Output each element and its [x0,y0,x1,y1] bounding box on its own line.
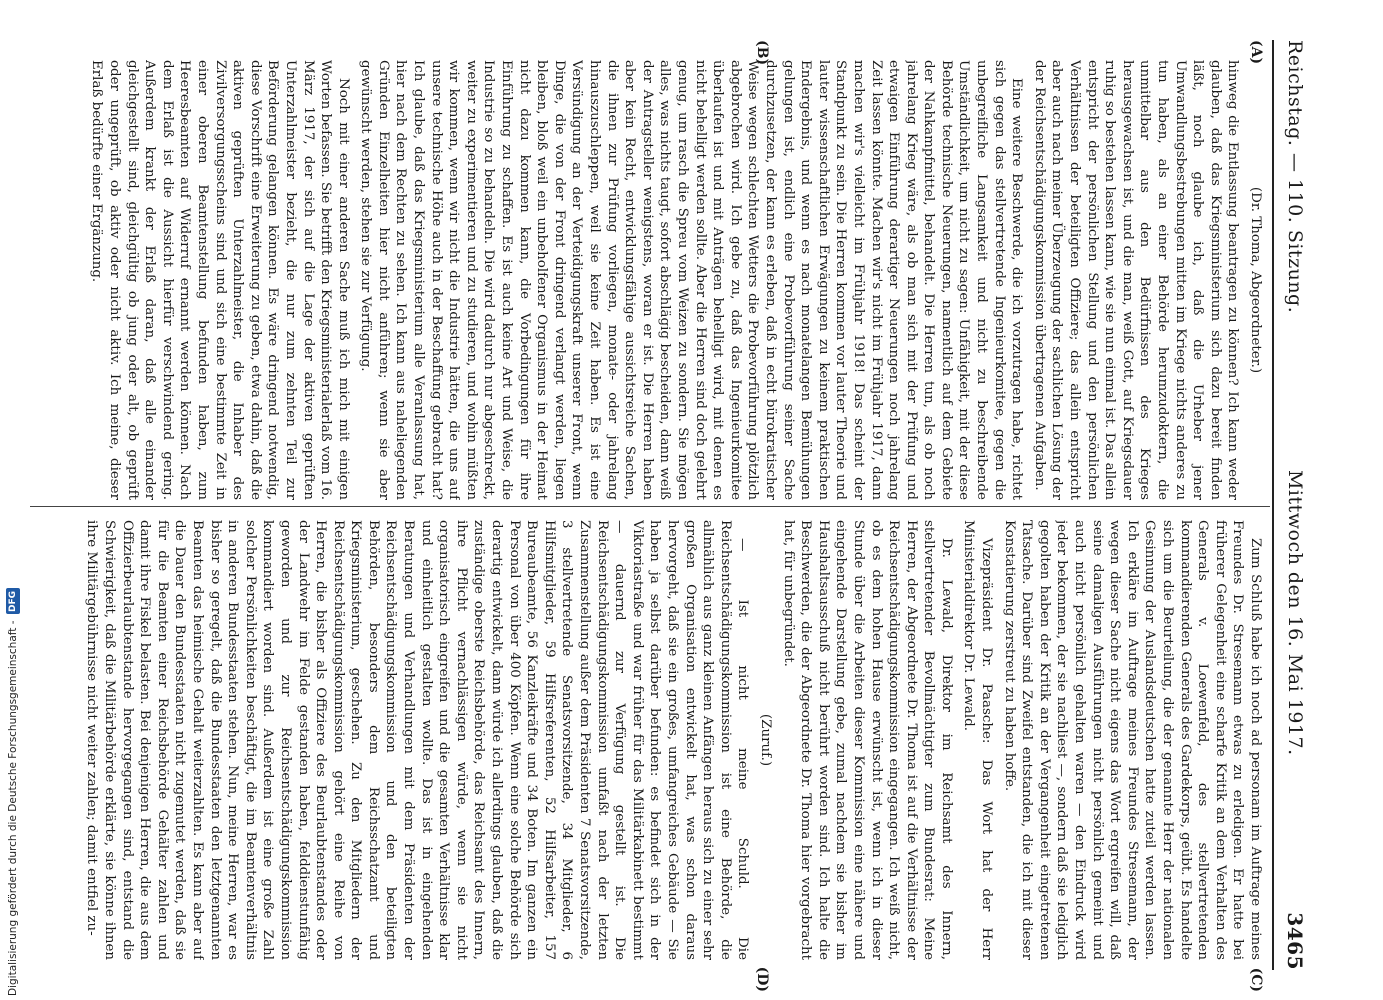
margin-mark-c: (C) [1248,967,1264,992]
right-paragraph: Vizepräsident Dr. Paasche: Das Wort hat der Herr Ministerialdirektor Dr. Lewald. [961,520,995,960]
left-paragraph: Eine weitere Beschwerde, die ich vorzutragen habe, richtet sich gegen das stellvertretende Ingenieurkomitee, gegen die unbegreifliche Langsamkeit und nicht zu beschreibende Umständlichkeit, um nicht zu sagen: Unfähigkeit, mit der diese Behörde technische Neuerungen, namentlich auf dem Gebiete der Nahkampfmittel, behandelt. Die Herren tun, als ob noch jahrelang Krieg wäre, als ob man sich mit der Prüfung und etwaigen Einführung derartiger Neuerungen noch jahrelang Zeit lassen könnte. Machen wir's nicht im Frühjahr 1917, dann machen wir's vielleicht im Frühjahr 1918! Das scheint der Standpunkt zu sein. Die Herren kommen vor lauter Theorie und lauter wissenschaftlichen Erwägungen zu keinem praktischen Endergebnis, und wenn es nach monatelangen Bemühungen gelungen ist, endlich eine Probevorführung seiner Sache durchzusetzen, der kann es erleben, daß in echt bürokratischer Weise wegen schlechten Wetters die Probevorführung plötzlich abgebrochen wird. Ich gebe zu, daß das Ingenieurkomitee überlaufen ist und mit Anträgen behelligt wird, mit denen es nicht behelligt werden sollte. Aber die Herren sind doch gelehrt genug, um rasch die Spreu vom Weizen zu sondern. Sie mögen alles, was nichts taugt, sofort abschlägig bescheiden, dann weiß der Antragsteller wenigstens, woran er ist. Die Herren haben aber kein Recht, entwicklungsfähige aussichtsreiche Sachen, die ihnen zur Prüfung vorliegen, monate- oder jahrelang hinauszuschleppen, weil sie keine Zeit haben. Es ist eine Versündigung an der Verteidigungskraft unserer Front, wenn Dinge, die von der Front dringend verlangt werden, liegen bleiben, bloß weil ein unbeholfener Organismus in der Heimat nicht dazu kommen kann, die Vorbedingungen für ihre Einführung zu schaffen. Es ist auch keine Art und Weise, die Industrie so zu behandeln. Die wird dadurch nur abgeschreckt, weiter zu experimentieren und zu studieren, und wohin müßten wir kommen, wenn wir nicht die Industrie hätten, die uns auf unsere technische Höhe auch in der Beschaffung gebracht hat? Ich glaube, daß das Kriegsministerium alle Veranlassung hat, hier nach dem Rechten zu sehen. Ich kann aus naheliegenden Gründen Einzelheiten hier nicht anführen; wenn sie aber gewünscht werden, stehen sie zur Verfügung. [358,60,1025,500]
margin-mark-d: (D) [754,966,770,992]
page-number: 3465 [1283,912,1307,970]
right-paragraph: Zum Schluß habe ich noch ad personam im Auftrage meines Freundes Dr. Stresemann etwas zu erledigen. Er hatte bei früherer Gelegenheit eine scharfe Kritik an dem Verhalten des Generals v. Loewenfeld, des stellvertretenden kommandierenden Generals des Gardekorps, geübt. Es handelte sich um die Beurteilung, die der genannte Herr der nationalen Gesinnung der Auslandsdeutschen hatte zuteil werden lassen. Ich erkläre im Auftrage meines Freundes Stresemann, der wegen dieser Sache nicht eigens das Wort ergreifen will, daß seine damaligen Ausführungen nicht persönlich gemeint und auch nicht persönlich gehalten waren — den Eindruck wird jeder bekommen, der sie nachliest —, sondern daß sie lediglich gegolten haben der Kritik an der Vergangenheit eingetretenen Tatsache. Darüber sind Zweifel entstanden, die ich mit dieser Konstatierung zerstreut zu haben hoffe. [1001,520,1263,960]
footer [6,20,22,996]
right-paragraph: — Ist nicht meine Schuld. Die Reichsentschädigungskommission ist eine Behörde, die allmählich aus ganz kleinen Anfängen heraus sich zu einer sehr großen Organisation entwickelt hat, was schon daraus hervorgeht, daß sie ein großes, umfangreiches Gebäude — Sie haben ja selbst darüber befunden: es befindet sich in der Viktoriastraße und war früher für das Militärkabinett bestimmt — dauernd zur Verfügung gestellt ist. Die Reichsentschädigungskommission umfaßt nach der letzten Zusammenstellung außer dem Präsidenten 7 Senatsvorsitzende, 3 stellvertretende Senatsvorsitzende, 34 Mitglieder, 6 Hilfsmitglieder, 59 Hilfsreferenten, 52 Hilfsarbeiter, 157 Bureaubeamte, 56 Kanzleikräfte und 34 Boten. Im ganzen ein Personal von über 400 Köpfen. Wenn eine solche Behörde sich derartig entwickelt, dann würde ich allerdings glauben, daß die zuständige oberste Reichsbehörde, das Reichsamt des Innern, ihre Pflicht vernachlässigen würde, wenn sie nicht organisatorisch eingreifen und die gesamten Verhältnisse klar und einheitlich gestalten wollte. Das ist in eingehenden Beratungen und Verhandlungen mit dem Präsidenten der Reichsentschädigungskommission und den beteiligten Behörden, besonders dem Reichsschatzamt und Kriegsministerium, geschehen. Zu den Mitgliedern der Reichsentschädigungskommission gehört eine Reihe von Herren, die bisher als Offiziere des Beurlaubtenstandes oder der Landwehr im Felde gestanden haben, felddienstunfähig geworden und zur Reichsentschädigungskommission kommandiert worden sind. Außerdem ist eine große Zahl solcher Persönlichkeiten beschäftigt, die im Beamtenverhältnis in anderen Bundesstaaten stehen. Nun, meine Herren, war es bisher so geregelt, daß die Bundesstaaten den letztgenannten Beamten das heimische Gehalt weiterzahlten. Es kann aber auf die Dauer den Bundesstaaten nicht zugemutet werden, daß sie für die Beamten einer Reichsbehörde Gehälter zahlen und damit ihre Fiskel belasten. Bei denjenigen Herren, die aus dem Offizierbeurlaubtenstande hervorgegangen sind, entstand die Schwierigkeit, daß die Militärbehörde erklärte, sie könne ihnen ihre Militärgebührnisse nicht weiter zahlen; damit entfiel zu- [84,520,751,960]
footer-credit [6,588,20,996]
footer-credit-text: Digitalisierung gefördert durch die Deutsche Forschungsgemeinschaft - [7,620,19,996]
margin-mark-a: (A) [1248,40,1264,65]
header-rule [1272,40,1274,970]
header-date: Mittwoch den 16. Mai 1917. [1284,469,1306,756]
dfg-logo-icon: DFG [6,588,20,614]
page-header [1278,40,1312,970]
left-paragraph: hinweg die Entlassung beantragen zu können? Ich kann weder glauben, daß das Kriegsministerium sich dazu bereit finden läßt, noch glaube ich, daß die Urheber jener Umwandlungsbestrebungen mitten im Kriege nichts anderes zu tun haben, als an einer Behörde herumzudoktern, die unmittelbar aus den Bedürfnissen des Krieges herausgewachsen ist, und die man, weiß Gott, auf Kriegsdauer ruhig so bestehen lassen kann, wie sie nun einmal ist. Das allein entspricht der persönlichen Stellung und den persönlichen Verhältnissen der beteiligten Offiziere; das allein entspricht aber auch nach meiner Überzeugung der sachlichen Lösung der der Reichsentschädigungskommission übertragenen Aufgaben. [1031,60,1241,500]
speaker-line: (Dr. Thoma, Abgeordneter.) [1248,186,1263,374]
left-column [30,60,1264,500]
header-session: Reichstag. — 110. Sitzung. [1284,40,1306,314]
interjection: (Zuruf.) [757,713,773,767]
left-paragraph: Noch mit einer anderen Sache muß ich mich mit einigen Worten befassen. Sie betrifft den Kriegsministerialerlaß vom 16. März 1917, der sich auf die Lage der aktiven geprüften Unterzahlmeister bezieht, die nur zum zehnten Teil zur Beförderung gelangen können. Es wäre dringend notwendig, diese Vorschrift eine Erweiterung zu geben, etwa dahin, daß die aktiven geprüften Unterzahlmeister, die Inhaber des Zivilversorgungsscheins sind und sich eine bestimmte Zeit in einer oberen Beamtenstellung befunden haben, zum Heeresbeamten auf Widerruf ernannt werden können. Nach dem Erlaß ist die Aussicht hierfür verschwindend gering. Außerdem krankt der Erlaß daran, daß alle einander gleichgestellt sind, gleichgültig ob jung oder alt, ob geprüft oder ungeprüft, ob aktiv oder nicht aktiv. Ich meine, dieser Erlaß bedürfte einer Ergänzung. [89,60,351,500]
column-divider [30,506,1270,507]
right-paragraph: Dr. Lewald, Direktor im Reichsamt des Innern, stellvertretender Bevollmächtigter zum Bundesrat: Meine Herren, der Abgeordnete Dr. Thoma ist auf die Verhältnisse der Reichsentschädigungskommission eingegangen. Ich weiß nicht, ob es dem hohen Hause erwünscht ist, wenn ich in dieser Stunde über die Arbeiten dieser Kommission eine nähere und eingehende Darstellung gebe, zumal nachdem sie bisher im Haushaltsausschuß nicht berührt worden sind. Ich halte die Beschwerden, die der Abgeordnete Dr. Thoma hier vorgebracht hat, für unbegründet. [780,520,954,960]
right-column [30,520,1264,960]
margin-mark-b: (B) [754,40,770,66]
document-page [10,0,1330,1000]
